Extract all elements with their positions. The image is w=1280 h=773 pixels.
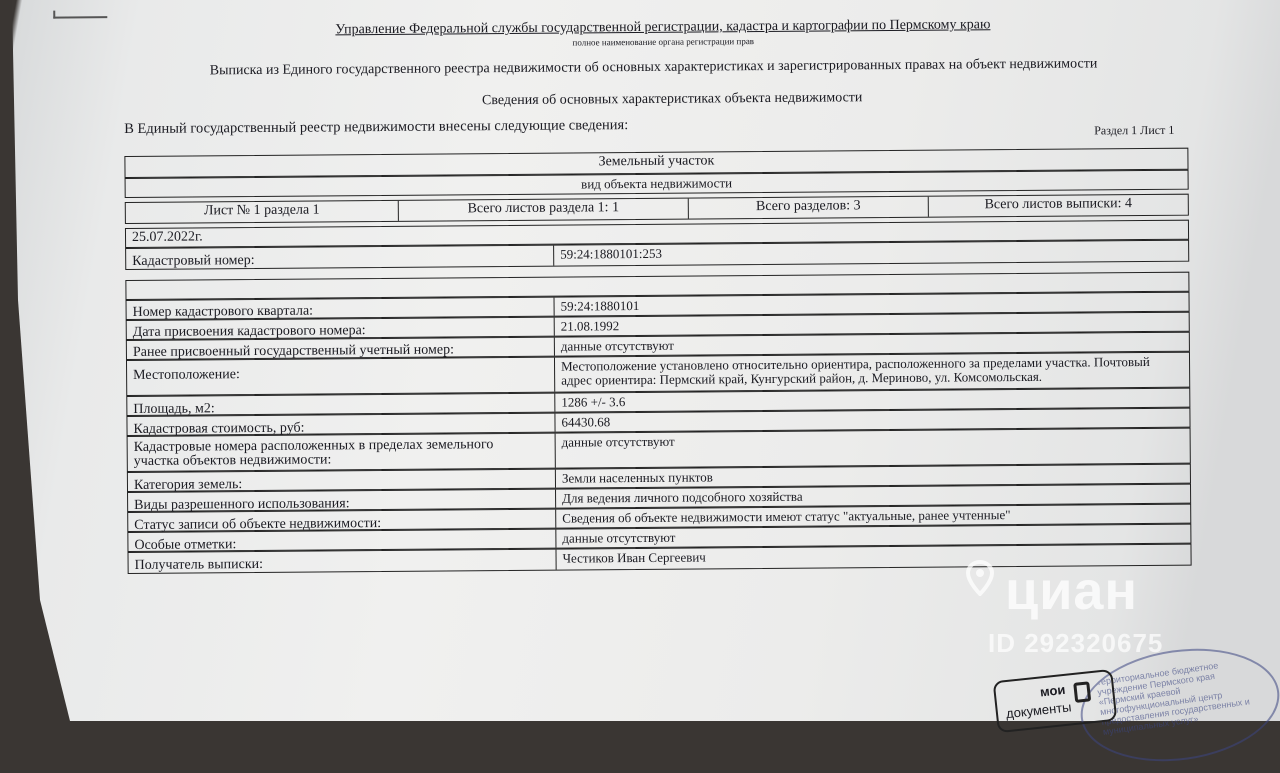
row-value: Земли населенных пунктов (561, 469, 713, 486)
row-value (555, 353, 1189, 392)
row-label: Особые отметки: (128, 530, 556, 551)
row-value: 64430.68 (561, 414, 611, 430)
location-line-1: Местоположение установлено относительно ориентира, расположенного за пределами участка. Почтовый (560, 353, 1150, 374)
row-label: Кадастровая стоимость, руб: (127, 414, 555, 435)
badge-line-1: мои (1039, 681, 1067, 700)
row-label: Ранее присвоенный государственный учетный номер: (127, 338, 555, 359)
row-label: Категория земель: (128, 470, 556, 491)
row-label (128, 434, 556, 471)
row-label: Местоположение: (127, 358, 555, 395)
location-pin-icon (966, 560, 994, 596)
listing-id-watermark: ID 292320675 (988, 628, 1164, 658)
total-section-sheets: Всего листов раздела 1: 1 (399, 199, 689, 221)
row-value: Сведения об объекте недвижимости имеют статус "актуальные, ранее учтенные" (562, 507, 1011, 526)
cadastral-value: 59:24:1880101:253 (560, 245, 663, 262)
corner-mark (53, 10, 107, 18)
section-sheet-label: Раздел 1 Лист 1 (1094, 122, 1175, 138)
agency-caption: полное наименование органа регистрации прав (572, 36, 755, 48)
row-label: Номер кадастрового квартала: (127, 298, 555, 319)
object-type-caption: вид объекта недвижимости (581, 175, 733, 192)
row-label: Статус записи об объекте недвижимости: (128, 510, 556, 531)
badge-line-2: документы (1005, 699, 1073, 722)
object-type: Земельный участок (598, 153, 715, 170)
section-title: Сведения об основных характеристиках объекта недвижимости (481, 90, 863, 109)
cian-watermark: циан (1005, 561, 1139, 621)
row-label-line-2: участка объектов недвижимости: (133, 452, 332, 469)
row-label: Площадь, м2: (127, 394, 555, 415)
row-value: 59:24:1880101 (560, 298, 640, 314)
row-label: Дата присвоения кадастрового номера: (127, 318, 555, 339)
row-value: данные отсутствуют (561, 433, 675, 450)
row-value: Честиков Иван Сергеевич (562, 549, 706, 566)
row-label: Виды разрешенного использования: (128, 490, 556, 511)
extract-title: Выписка из Единого государственного реестра недвижимости об основных характеристиках и зарегистрированных правах на объект недвижимости (209, 56, 1098, 79)
location-line-2: адрес ориентира: Пермский край, Кунгурский район, д. Мериново, ул. Комсомольская. (561, 368, 1043, 388)
sheet-number: Лист № 1 раздела 1 (126, 201, 399, 223)
total-extract-sheets: Всего листов выписки: 4 (984, 196, 1133, 213)
row-value: 21.08.1992 (560, 318, 620, 334)
row-label: Получатель выписки: (129, 550, 557, 573)
total-sections: Всего разделов: 3 (689, 197, 929, 219)
cadastral-label: Кадастровый номер: (126, 246, 554, 269)
extract-date: 25.07.2022г. (131, 229, 203, 245)
row-value: данные отсутствуют (562, 529, 676, 546)
sheet-info-row (125, 194, 1189, 224)
intro-text: В Единый государственный реестр недвижимости внесены следующие сведения: (124, 117, 629, 138)
mfc-stamp: Территориальное бюджетное учреждение Пермского края «Пермский краевой многофункциональный центр предоставления государственных и муниципальных услуг» (1073, 637, 1280, 773)
moi-dokumenty-logo-icon (1073, 681, 1091, 703)
row-value: данные отсутствуют (560, 337, 674, 354)
row-value: Для ведения личного подсобного хозяйства (562, 488, 803, 506)
row-value: 1286 +/- 3.6 (561, 394, 626, 410)
row-label-line-1: Кадастровые номера расположенных в пределах земельного (133, 437, 494, 455)
agency-name: Управление Федеральной службы государственной регистрации, кадастра и картографии по Пермскому краю (335, 17, 991, 38)
